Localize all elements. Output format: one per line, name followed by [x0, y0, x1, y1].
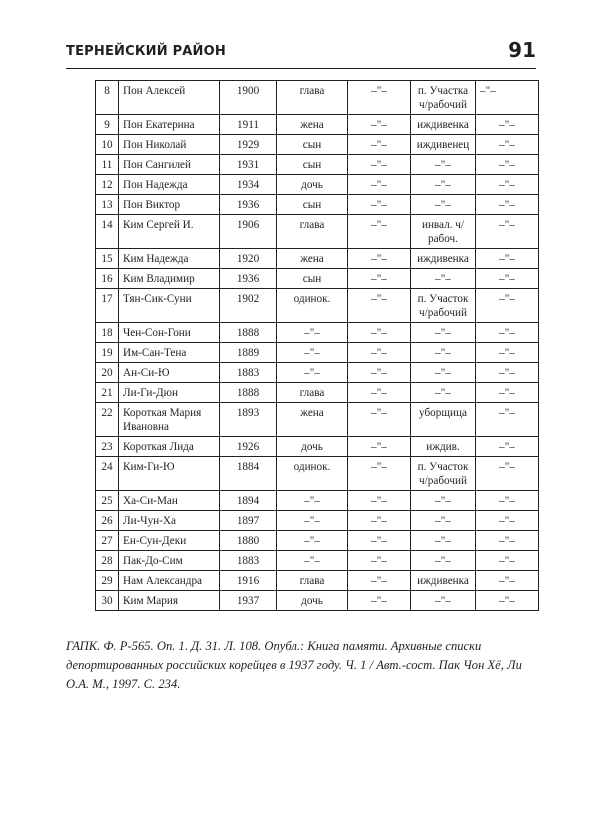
cell-row-number: 30: [96, 591, 119, 611]
cell-person-name: Пон Виктор: [119, 195, 220, 215]
cell-origin: –"–: [348, 551, 411, 571]
cell-occupation: –"–: [411, 551, 476, 571]
cell-origin: –"–: [348, 403, 411, 437]
cell-family-role: –"–: [277, 491, 348, 511]
cell-origin: –"–: [348, 175, 411, 195]
table-row: [96, 81, 539, 115]
cell-row-number: 11: [96, 155, 119, 175]
cell-row-number: 18: [96, 323, 119, 343]
table-row: [96, 323, 539, 343]
cell-birth-year: 1936: [220, 269, 277, 289]
cell-occupation: –"–: [411, 511, 476, 531]
cell-occupation: –"–: [411, 491, 476, 511]
cell-person-name: Ким Владимир: [119, 269, 220, 289]
cell-row-number: 14: [96, 215, 119, 249]
section-title: ТЕРНЕЙСКИЙ РАЙОН: [66, 44, 226, 59]
deportation-list-table: [95, 80, 539, 611]
table-row: [96, 591, 539, 611]
table-row: [96, 457, 539, 491]
table-row: [96, 289, 539, 323]
cell-extra: –"–: [476, 343, 539, 363]
cell-occupation: п. Участок ч/рабочий: [411, 457, 476, 491]
cell-person-name: Пон Алексей: [119, 81, 220, 115]
cell-extra: –"–: [476, 551, 539, 571]
cell-birth-year: 1889: [220, 343, 277, 363]
cell-occupation: иждивенец: [411, 135, 476, 155]
cell-person-name: Ким-Ги-Ю: [119, 457, 220, 491]
cell-family-role: глава: [277, 215, 348, 249]
cell-origin: –"–: [348, 115, 411, 135]
cell-person-name: Ким Мария: [119, 591, 220, 611]
cell-occupation: –"–: [411, 175, 476, 195]
cell-occupation: п. Участка ч/рабочий: [411, 81, 476, 115]
cell-person-name: Нам Александра: [119, 571, 220, 591]
table-row: [96, 437, 539, 457]
cell-extra: –"–: [476, 457, 539, 491]
cell-birth-year: 1888: [220, 323, 277, 343]
cell-occupation: –"–: [411, 531, 476, 551]
table-row: [96, 269, 539, 289]
cell-family-role: дочь: [277, 591, 348, 611]
cell-row-number: 8: [96, 81, 119, 115]
cell-origin: –"–: [348, 289, 411, 323]
table-row: [96, 215, 539, 249]
cell-person-name: Ан-Си-Ю: [119, 363, 220, 383]
cell-person-name: Чен-Сон-Гони: [119, 323, 220, 343]
cell-family-role: сын: [277, 155, 348, 175]
cell-person-name: Ким Надежда: [119, 249, 220, 269]
cell-person-name: Пон Николай: [119, 135, 220, 155]
cell-person-name: Ли-Ги-Дюн: [119, 383, 220, 403]
cell-extra: –"–: [476, 591, 539, 611]
cell-birth-year: 1888: [220, 383, 277, 403]
cell-family-role: сын: [277, 269, 348, 289]
cell-extra: –"–: [476, 437, 539, 457]
cell-row-number: 22: [96, 403, 119, 437]
cell-birth-year: 1893: [220, 403, 277, 437]
cell-person-name: Пон Сангилей: [119, 155, 220, 175]
cell-family-role: глава: [277, 571, 348, 591]
cell-extra: –"–: [476, 383, 539, 403]
cell-row-number: 12: [96, 175, 119, 195]
table-row: [96, 511, 539, 531]
cell-family-role: –"–: [277, 511, 348, 531]
cell-extra: –"–: [476, 403, 539, 437]
cell-family-role: –"–: [277, 343, 348, 363]
cell-origin: –"–: [348, 343, 411, 363]
cell-extra: –"–: [476, 195, 539, 215]
cell-origin: –"–: [348, 591, 411, 611]
cell-family-role: –"–: [277, 323, 348, 343]
cell-extra: –"–: [476, 363, 539, 383]
cell-family-role: дочь: [277, 175, 348, 195]
cell-occupation: –"–: [411, 363, 476, 383]
source-citation: ГАПК. Ф. Р-565. Оп. 1. Д. 31. Л. 108. Опубл.: Книга памяти. Архивные списки депортированных российских корейцев в 1937 году. Ч. 1 / Авт.-сост. Пак Чон Хё, Ли О.А. М., 1997. С. 234.: [66, 639, 522, 691]
cell-origin: –"–: [348, 571, 411, 591]
cell-row-number: 13: [96, 195, 119, 215]
cell-extra: –"–: [476, 115, 539, 135]
cell-family-role: сын: [277, 195, 348, 215]
cell-family-role: дочь: [277, 437, 348, 457]
cell-extra: –"–: [476, 175, 539, 195]
cell-origin: –"–: [348, 531, 411, 551]
cell-birth-year: 1916: [220, 571, 277, 591]
cell-occupation: уборщица: [411, 403, 476, 437]
cell-birth-year: 1934: [220, 175, 277, 195]
cell-birth-year: 1911: [220, 115, 277, 135]
cell-row-number: 9: [96, 115, 119, 135]
table-row: [96, 491, 539, 511]
cell-birth-year: 1894: [220, 491, 277, 511]
cell-extra: –"–: [476, 135, 539, 155]
cell-family-role: жена: [277, 403, 348, 437]
cell-person-name: Ли-Чун-Ха: [119, 511, 220, 531]
cell-occupation: –"–: [411, 269, 476, 289]
table-body: [96, 81, 539, 611]
table-row: [96, 363, 539, 383]
cell-origin: –"–: [348, 249, 411, 269]
cell-person-name: Короткая Мария Ивановна: [119, 403, 220, 437]
cell-row-number: 25: [96, 491, 119, 511]
cell-person-name: Им-Сан-Тена: [119, 343, 220, 363]
table-row: [96, 135, 539, 155]
cell-extra: –"–: [476, 511, 539, 531]
cell-origin: –"–: [348, 511, 411, 531]
cell-origin: –"–: [348, 215, 411, 249]
cell-birth-year: 1926: [220, 437, 277, 457]
cell-birth-year: 1920: [220, 249, 277, 269]
cell-row-number: 17: [96, 289, 119, 323]
cell-birth-year: 1937: [220, 591, 277, 611]
table-row: [96, 383, 539, 403]
cell-person-name: Тян-Сик-Суни: [119, 289, 220, 323]
running-header: [66, 40, 536, 69]
cell-family-role: –"–: [277, 551, 348, 571]
cell-birth-year: 1883: [220, 551, 277, 571]
cell-family-role: одинок.: [277, 289, 348, 323]
cell-birth-year: 1906: [220, 215, 277, 249]
table-row: [96, 155, 539, 175]
cell-person-name: Пак-До-Сим: [119, 551, 220, 571]
cell-row-number: 20: [96, 363, 119, 383]
cell-extra: –"–: [476, 571, 539, 591]
cell-person-name: Ким Сергей И.: [119, 215, 220, 249]
cell-extra: –"–: [476, 81, 539, 115]
cell-origin: –"–: [348, 323, 411, 343]
cell-person-name: Короткая Лида: [119, 437, 220, 457]
cell-birth-year: 1929: [220, 135, 277, 155]
cell-origin: –"–: [348, 155, 411, 175]
cell-extra: –"–: [476, 269, 539, 289]
cell-row-number: 28: [96, 551, 119, 571]
table-row: [96, 175, 539, 195]
cell-occupation: инвал. ч/рабоч.: [411, 215, 476, 249]
table-row: [96, 249, 539, 269]
cell-origin: –"–: [348, 269, 411, 289]
cell-birth-year: 1900: [220, 81, 277, 115]
cell-occupation: иждивенка: [411, 115, 476, 135]
cell-family-role: глава: [277, 81, 348, 115]
cell-origin: –"–: [348, 363, 411, 383]
cell-occupation: –"–: [411, 155, 476, 175]
table-row: [96, 403, 539, 437]
cell-row-number: 26: [96, 511, 119, 531]
cell-occupation: п. Участок ч/рабочий: [411, 289, 476, 323]
cell-occupation: иждив.: [411, 437, 476, 457]
cell-origin: –"–: [348, 383, 411, 403]
table-row: [96, 343, 539, 363]
cell-extra: –"–: [476, 323, 539, 343]
cell-origin: –"–: [348, 195, 411, 215]
cell-row-number: 19: [96, 343, 119, 363]
cell-person-name: Ха-Си-Ман: [119, 491, 220, 511]
cell-row-number: 15: [96, 249, 119, 269]
cell-birth-year: 1880: [220, 531, 277, 551]
cell-family-role: –"–: [277, 363, 348, 383]
cell-birth-year: 1883: [220, 363, 277, 383]
cell-row-number: 23: [96, 437, 119, 457]
table-row: [96, 195, 539, 215]
cell-occupation: –"–: [411, 591, 476, 611]
cell-origin: –"–: [348, 491, 411, 511]
cell-occupation: иждивенка: [411, 249, 476, 269]
cell-row-number: 27: [96, 531, 119, 551]
cell-occupation: иждивенка: [411, 571, 476, 591]
cell-occupation: –"–: [411, 343, 476, 363]
cell-extra: –"–: [476, 249, 539, 269]
table-row: [96, 115, 539, 135]
cell-family-role: –"–: [277, 531, 348, 551]
cell-occupation: –"–: [411, 383, 476, 403]
cell-row-number: 29: [96, 571, 119, 591]
cell-row-number: 24: [96, 457, 119, 491]
cell-origin: –"–: [348, 437, 411, 457]
cell-birth-year: 1902: [220, 289, 277, 323]
cell-origin: –"–: [348, 135, 411, 155]
cell-family-role: жена: [277, 115, 348, 135]
cell-family-role: жена: [277, 249, 348, 269]
cell-extra: –"–: [476, 215, 539, 249]
cell-birth-year: 1884: [220, 457, 277, 491]
table-row: [96, 551, 539, 571]
table-row: [96, 571, 539, 591]
cell-origin: –"–: [348, 457, 411, 491]
cell-origin: –"–: [348, 81, 411, 115]
cell-occupation: –"–: [411, 195, 476, 215]
cell-birth-year: 1936: [220, 195, 277, 215]
cell-row-number: 16: [96, 269, 119, 289]
cell-family-role: сын: [277, 135, 348, 155]
cell-birth-year: 1931: [220, 155, 277, 175]
table-row: [96, 531, 539, 551]
cell-extra: –"–: [476, 491, 539, 511]
cell-person-name: Пон Екатерина: [119, 115, 220, 135]
page-number: 91: [508, 38, 536, 62]
cell-birth-year: 1897: [220, 511, 277, 531]
cell-occupation: –"–: [411, 323, 476, 343]
cell-extra: –"–: [476, 531, 539, 551]
cell-extra: –"–: [476, 289, 539, 323]
cell-family-role: глава: [277, 383, 348, 403]
cell-person-name: Ен-Сун-Деки: [119, 531, 220, 551]
cell-family-role: одинок.: [277, 457, 348, 491]
cell-person-name: Пон Надежда: [119, 175, 220, 195]
cell-row-number: 10: [96, 135, 119, 155]
cell-extra: –"–: [476, 155, 539, 175]
cell-row-number: 21: [96, 383, 119, 403]
